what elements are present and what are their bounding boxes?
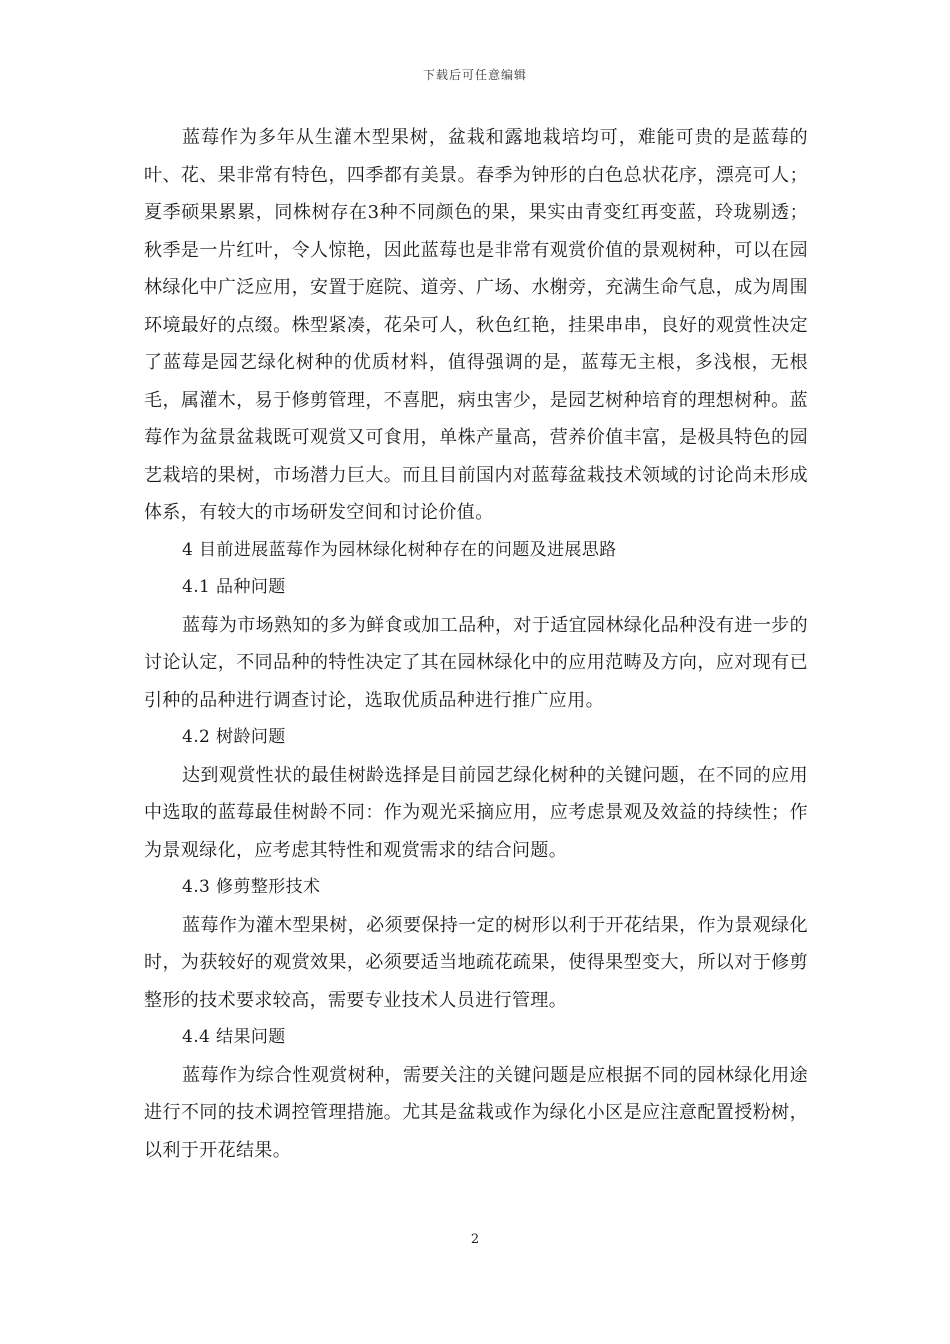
section-4-2-paragraph: 达到观赏性状的最佳树龄选择是目前园艺绿化树种的关键问题，在不同的应用中选取的蓝莓最佳树龄不同：作为观光采摘应用，应考虑景观及效益的持续性；作为景观绿化，应考虑其特性和观赏需求的结合问题。 <box>144 764 808 861</box>
section-4-1-heading: 4.1 品种问题 <box>182 577 286 597</box>
page-number: 2 <box>470 1232 480 1247</box>
page-header: 下载后可任意编辑 <box>422 68 527 82</box>
section-4-3-paragraph: 蓝莓作为灌木型果树，必须要保持一定的树形以利于开花结果，作为景观绿化时，为获较好的观赏效果，必须要适当地疏花疏果，使得果型变大，所以对于修剪整形的技术要求较高，需要专业技术人员进行管理。 <box>144 914 808 1011</box>
section-4-2-heading: 4.2 树龄问题 <box>182 727 286 747</box>
section-4-4-heading: 4.4 结果问题 <box>182 1027 286 1047</box>
section-4-heading: 4 目前进展蓝莓作为园林绿化树种存在的问题及进展思路 <box>182 539 617 560</box>
section-4-1-paragraph: 蓝莓为市场熟知的多为鲜食或加工品种，对于适宜园林绿化品种没有进一步的讨论认定，不同品种的特性决定了其在园林绿化中的应用范畴及方向，应对现有已引种的品种进行调查讨论，选取优质品种进行推广应用。 <box>144 614 808 711</box>
intro-paragraph: 蓝莓作为多年从生灌木型果树，盆栽和露地栽培均可，难能可贵的是蓝莓的叶、花、果非常有特色，四季都有美景。春季为钟形的白色总状花序，漂亮可人；夏季硕果累累，同株树存在3种不同颜色的果，果实由青变红再变蓝，玲珑剔透；秋季是一片红叶，令人惊艳，因此蓝莓也是非常有观赏价值的景观树种，可以在园林绿化中广泛应用，安置于庭院、道旁、广场、水榭旁，充满生命气息，成为周围环境最好的点缀。株型紧凑，花朵可人，秋色红艳，挂果串串，良好的观赏性决定了蓝莓是园艺绿化树种的优质材料，值得强调的是，蓝莓无主根，多浅根，无根毛，属灌木，易于修剪管理，不喜肥，病虫害少，是园艺树种培育的理想树种。蓝莓作为盆景盆栽既可观赏又可食用，单株产量高，营养价值丰富，是极具特色的园艺栽培的果树，市场潜力巨大。而且目前国内对蓝莓盆栽技术领域的讨论尚未形成体系，有较大的市场研发空间和讨论价值。 <box>144 127 808 523</box>
document-body <box>144 119 808 1169</box>
section-4-3-heading: 4.3 修剪整形技术 <box>182 877 321 897</box>
section-4-4-paragraph: 蓝莓作为综合性观赏树种，需要关注的关键问题是应根据不同的园林绿化用途进行不同的技术调控管理措施。尤其是盆栽或作为绿化小区是应注意配置授粉树，以利于开花结果。 <box>144 1064 808 1161</box>
